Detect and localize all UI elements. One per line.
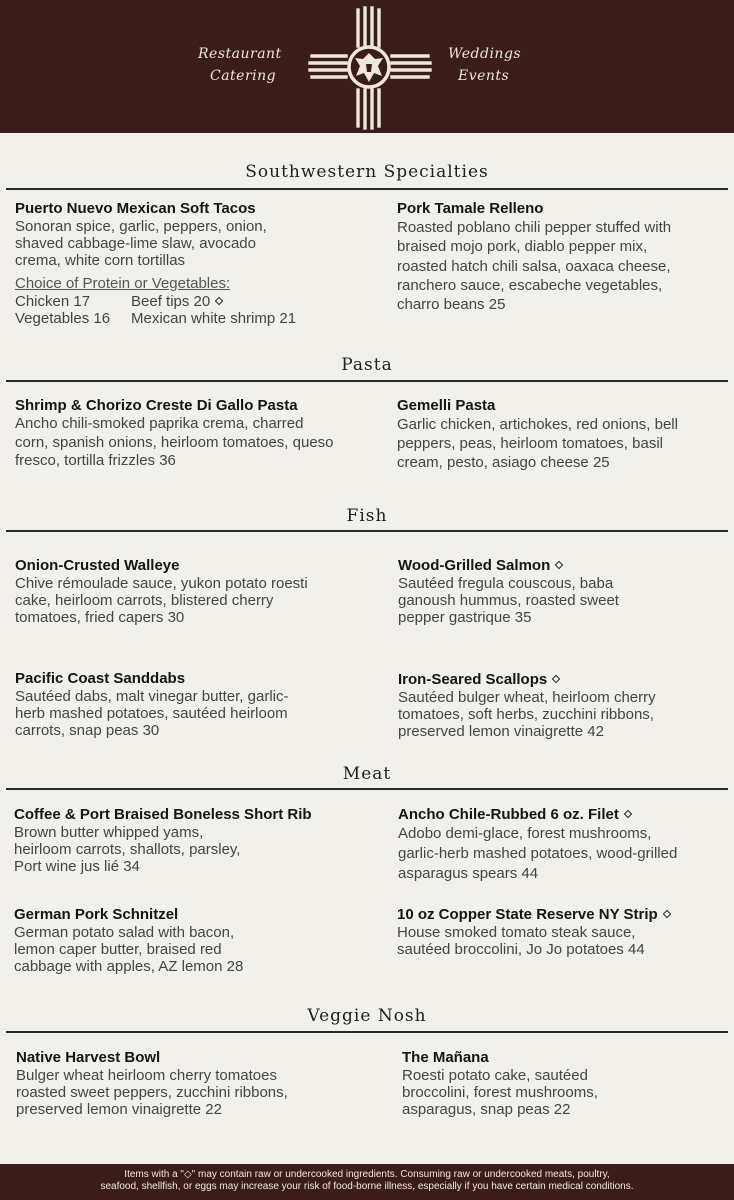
header-left-text	[198, 43, 282, 87]
header-banner	[0, 0, 734, 133]
section-divider	[6, 188, 728, 190]
item-desc: Roasted poblano chili pepper stuffed with braised mojo pork, diablo pepper mix, roasted hatch chili salsa, oaxaca cheese, ranchero sauce, escabeche vegetables, charro beans 25	[397, 219, 672, 314]
header-catering: Catering	[210, 68, 277, 84]
item-desc: Bulger wheat heirloom cherry tomatoes roasted sweet peppers, zucchini ribbons, preserved lemon vinaigrette 22	[16, 1067, 288, 1118]
raw-warning-diamond-icon	[215, 297, 223, 305]
menu-item-schnitzel	[14, 906, 274, 975]
section-divider	[6, 788, 728, 790]
item-title: Gemelli Pasta	[397, 397, 496, 414]
item-title: Wood-Grilled Salmon	[398, 557, 551, 574]
section-title-pasta: Pasta	[341, 355, 393, 375]
item-title: Onion-Crusted Walleye	[15, 557, 180, 574]
menu-item-gemelli	[397, 397, 692, 472]
choice-beef-text: Beef tips 20	[131, 293, 211, 310]
raw-warning-diamond-icon	[624, 810, 632, 818]
menu-item-short-rib	[14, 806, 344, 875]
menu-item-shrimp-pasta	[15, 397, 337, 471]
item-desc: Sautéed bulger wheat, heirloom cherry tomatoes, soft herbs, zucchini ribbons, preserved lemon vinaigrette 42	[398, 689, 656, 740]
choice-grid	[15, 293, 345, 327]
choice-shrimp: Mexican white shrimp 21	[131, 310, 297, 327]
menu-item-sanddabs	[15, 670, 307, 739]
header-restaurant: Restaurant	[198, 46, 282, 62]
item-desc: Brown butter whipped yams, heirloom carrots, shallots, parsley, Port wine jus lié 34	[14, 824, 241, 875]
item-desc: Sautéed fregula couscous, baba ganoush hummus, roasted sweet pepper gastrique 35	[398, 575, 619, 626]
disclaimer-line-2: seafood, shellfish, or eggs may increase your risk of food-borne illness, especially if you have certain medical conditions.	[100, 1181, 634, 1192]
menu-item-manana	[402, 1049, 632, 1118]
header-right-text	[448, 43, 521, 87]
item-desc: Sonoran spice, garlic, peppers, onion, shaved cabbage-lime slaw, avocado crema, white corn tortillas	[15, 218, 267, 269]
item-title: Ancho Chile-Rubbed 6 oz. Filet	[398, 806, 619, 823]
item-title: German Pork Schnitzel	[14, 906, 179, 923]
raw-warning-diamond-icon	[555, 561, 563, 569]
section-title-meat: Meat	[342, 764, 392, 784]
section-divider	[6, 380, 728, 382]
header-events: Events	[458, 68, 510, 84]
item-title: Pork Tamale Relleno	[397, 200, 544, 217]
item-title-row	[398, 806, 698, 824]
item-desc: German potato salad with bacon, lemon caper butter, braised red cabbage with apples, AZ lemon 28	[14, 924, 244, 975]
item-desc: Ancho chili-smoked paprika crema, charred corn, spanish onions, heirloom tomatoes, queso fresco, tortilla frizzles 36	[15, 415, 334, 469]
menu-item-ny-strip	[397, 906, 717, 958]
item-title: The Mañana	[402, 1049, 489, 1066]
choice-chicken: Chicken 17	[15, 293, 91, 310]
item-title: Coffee & Port Braised Boneless Short Rib	[14, 806, 312, 823]
menu-item-tamale	[397, 200, 697, 314]
header-weddings: Weddings	[448, 46, 522, 62]
item-desc: House smoked tomato steak sauce, sautéed broccolini, Jo Jo potatoes 44	[397, 924, 645, 958]
raw-warning-diamond-icon	[552, 675, 560, 683]
item-desc: Sautéed dabs, malt vinegar butter, garlic-herb mashed potatoes, sautéed heirloom carrots, snap peas 30	[15, 688, 289, 739]
zia-logo-icon	[308, 6, 432, 130]
item-title-row	[398, 557, 663, 575]
item-title: Shrimp & Chorizo Creste Di Gallo Pasta	[15, 397, 298, 414]
section-divider	[6, 1031, 728, 1033]
item-title-row	[397, 906, 717, 924]
section-title-fish: Fish	[346, 506, 388, 526]
footer-disclaimer	[0, 1164, 734, 1200]
section-divider	[6, 530, 728, 532]
section-title-veggie: Veggie Nosh	[307, 1006, 427, 1026]
menu-item-scallops	[398, 671, 698, 740]
item-desc: Roesti potato cake, sautéed broccolini, forest mushrooms, asparagus, snap peas 22	[402, 1067, 598, 1118]
item-desc: Adobo demi-glace, forest mushrooms, garlic-herb mashed potatoes, wood-grilled asparagus spears 44	[398, 825, 678, 882]
item-title: Native Harvest Bowl	[16, 1049, 161, 1066]
choice-vegetables: Vegetables 16	[15, 310, 111, 327]
item-desc: Garlic chicken, artichokes, red onions, bell peppers, peas, heirloom tomatoes, basil cream, pesto, asiago cheese 25	[397, 416, 678, 471]
raw-warning-diamond-icon	[662, 910, 670, 918]
menu-item-harvest-bowl	[16, 1049, 336, 1118]
item-title: Pacific Coast Sanddabs	[15, 670, 186, 687]
item-title: Puerto Nuevo Mexican Soft Tacos	[15, 200, 256, 217]
item-title-row	[398, 671, 698, 689]
item-title: 10 oz Copper State Reserve NY Strip	[397, 906, 658, 923]
choice-beef-tips	[131, 293, 345, 310]
menu-item-walleye	[15, 557, 315, 626]
menu-item-salmon	[398, 557, 663, 626]
item-title: Iron-Seared Scallops	[398, 671, 548, 688]
item-desc: Chive rémoulade sauce, yukon potato roesti cake, heirloom carrots, blistered cherry tomatoes, fried capers 30	[15, 575, 308, 626]
menu-item-tacos	[15, 200, 345, 327]
disclaimer-line-1: Items with a "◇" may contain raw or undercooked ingredients. Consuming raw or undercooked meats, poultry,	[124, 1169, 610, 1180]
choice-label: Choice of Protein or Vegetables:	[15, 275, 231, 292]
section-title-southwestern: Southwestern Specialties	[245, 162, 489, 182]
menu-item-filet	[398, 806, 698, 884]
